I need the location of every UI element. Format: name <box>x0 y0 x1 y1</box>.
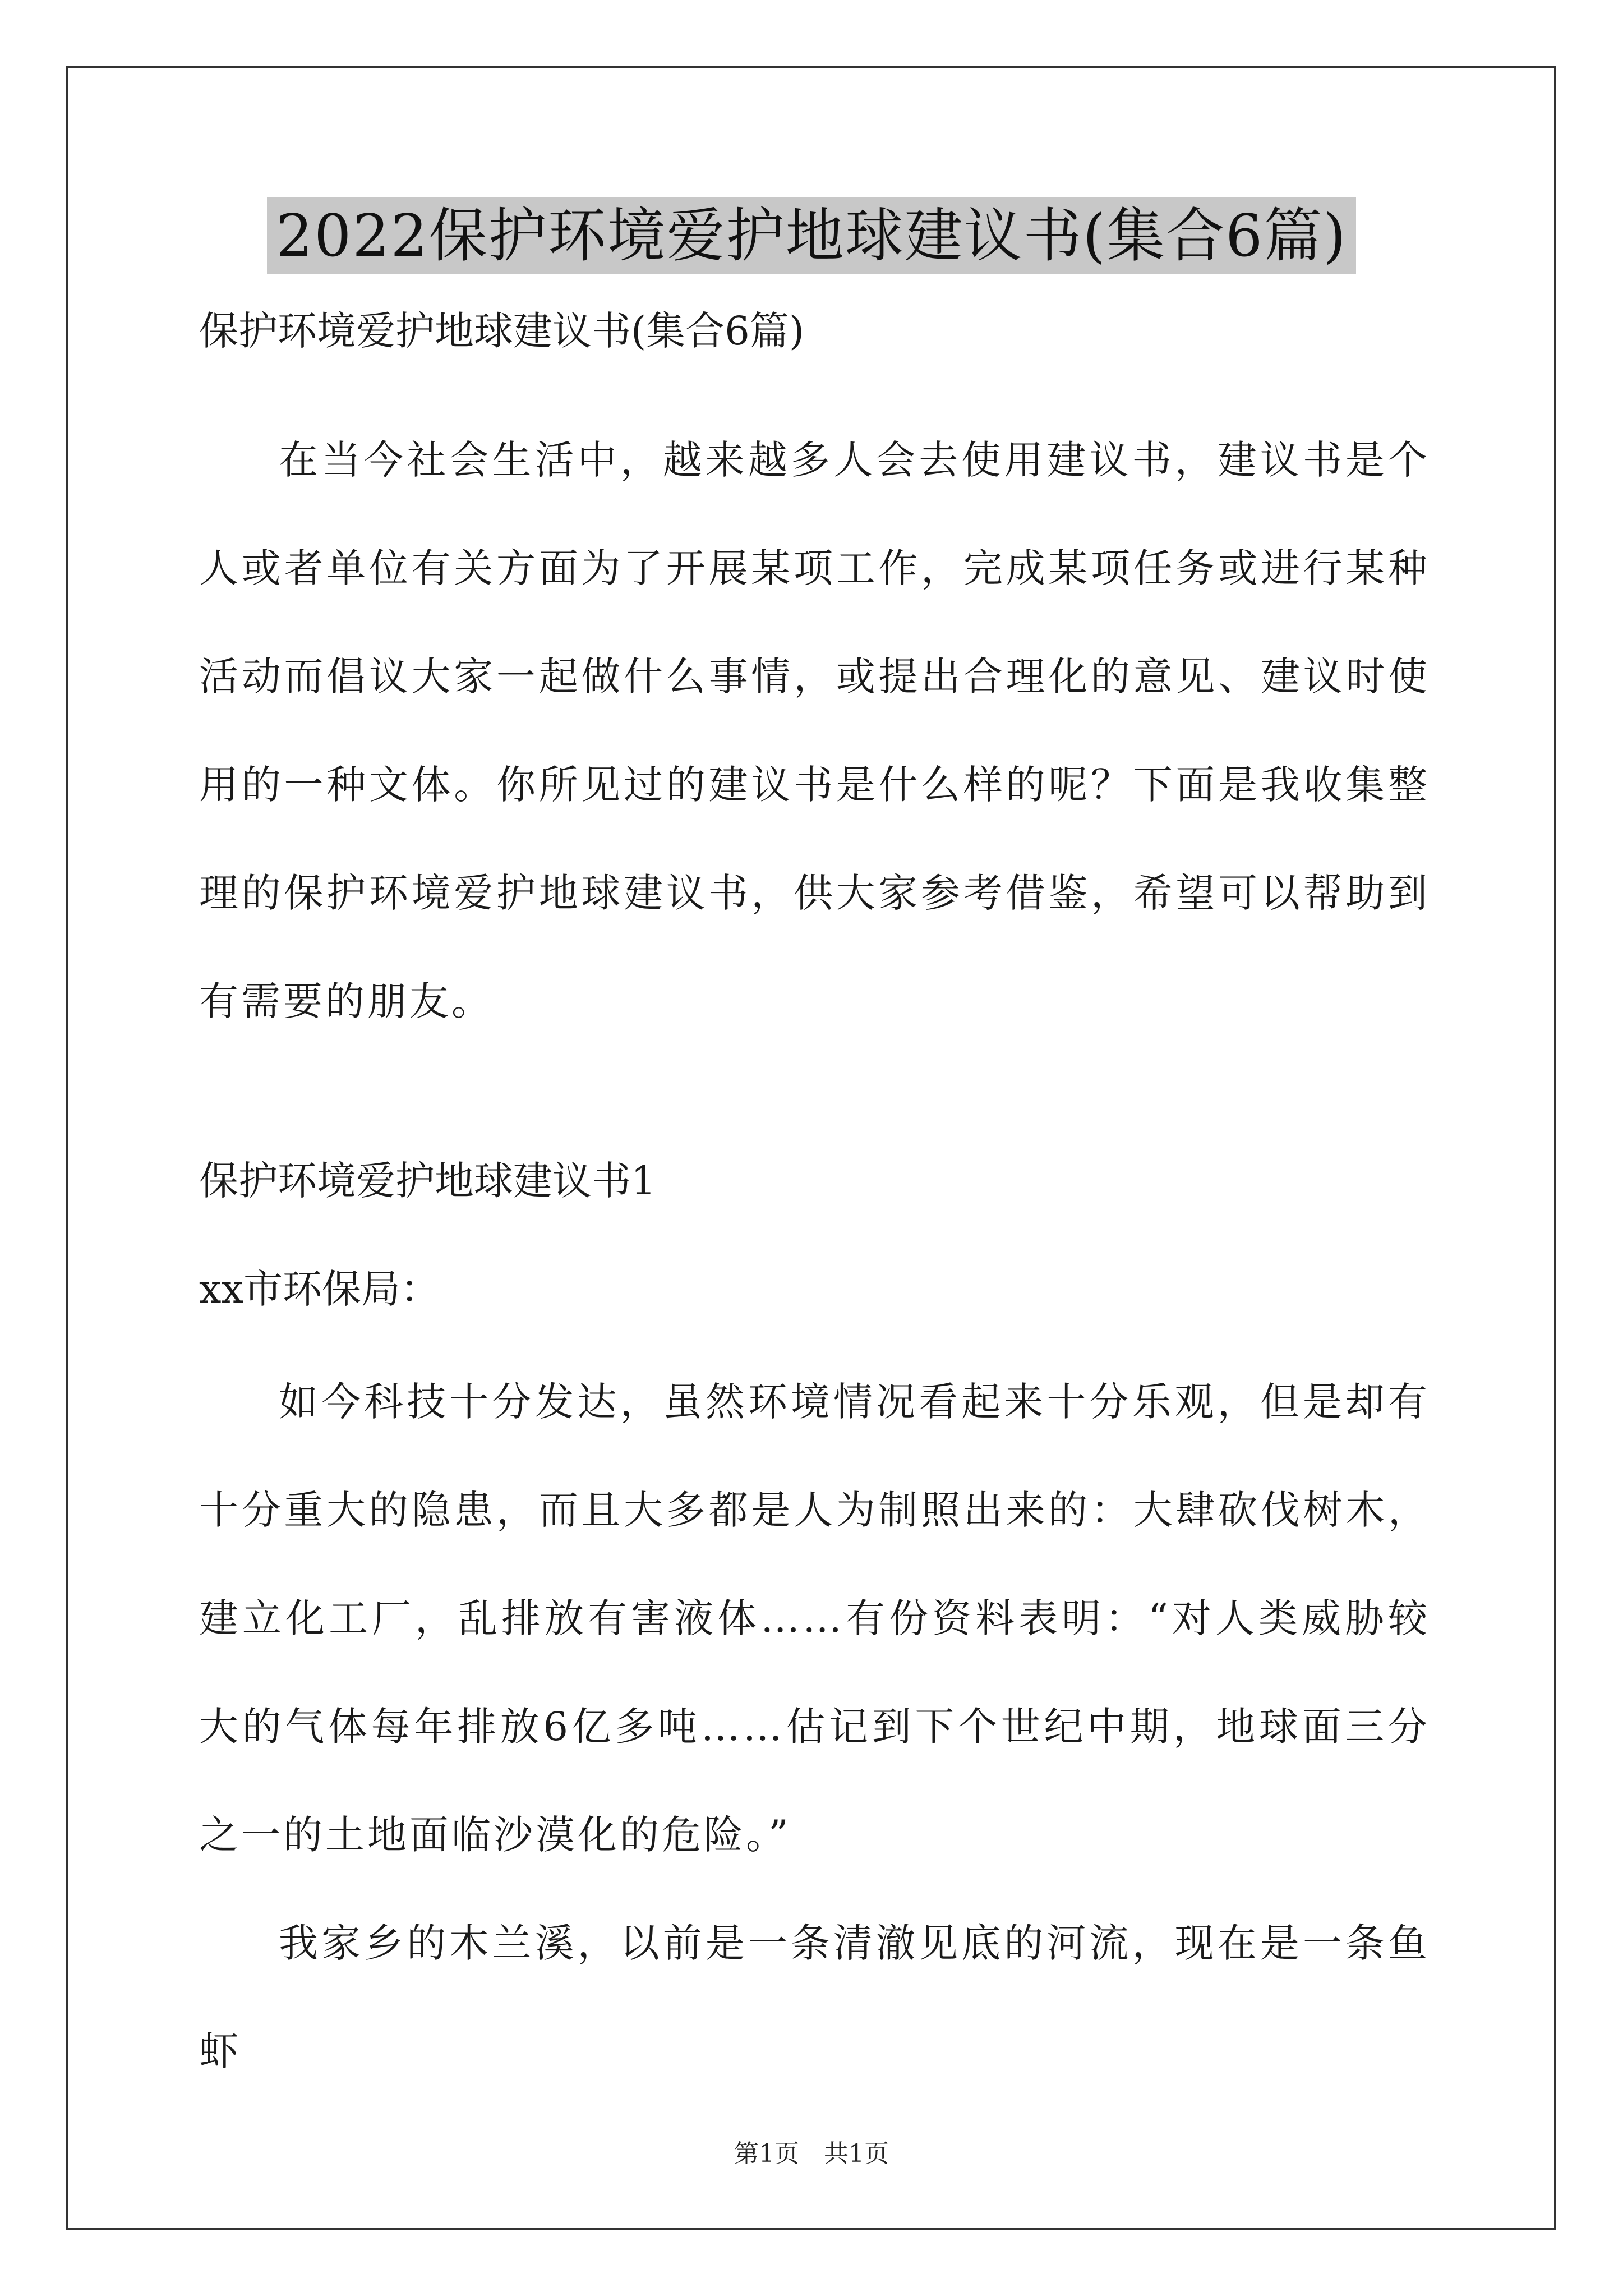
intro-paragraph: 在当今社会生活中，越来越多人会去使用建议书，建议书是个人或者单位有关方面为了开展某项工作，完成某项任务或进行某种活动而倡议大家一起做什么事情，或提出合理化的意见、建议时使用的一种文体。你所见过的建议书是什么样的呢？下面是我收集整理的保护环境爱护地球建议书，供大家参考借鉴，希望可以帮助到有需要的朋友。 <box>199 437 1430 1024</box>
document-title: 2022保护环境爱护地球建议书(集合6篇) <box>267 197 1356 274</box>
document-subtitle: 保护环境爱护地球建议书(集合6篇) <box>199 308 805 354</box>
body-paragraph: 如今科技十分发达，虽然环境情况看起来十分乐观，但是却有十分重大的隐患，而且大多都是人为制照出来的：大肆砍伐树木，建立化工厂，乱排放有害液体……有份资料表明：“对人类威胁较大的气体每年排放6亿多吨……估记到下个世纪中期，地球面三分之一的土地面临沙漠化的危险。” <box>199 1379 1430 1858</box>
salutation: xx市环保局： <box>199 1266 440 1312</box>
section-heading: 保护环境爱护地球建议书1 <box>199 1158 656 1204</box>
document-body <box>199 303 1430 2106</box>
page-footer: 第1页 共1页 <box>734 2139 889 2168</box>
body-paragraph: 我家乡的木兰溪，以前是一条清澈见底的河流，现在是一条鱼虾 <box>199 1920 1430 2074</box>
title-area <box>0 197 1623 274</box>
